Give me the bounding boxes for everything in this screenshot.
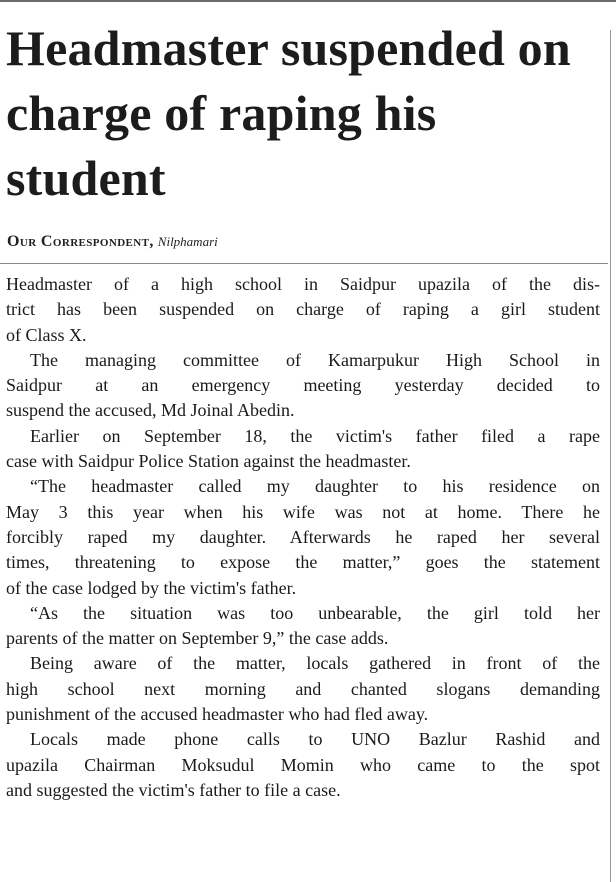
headline: Headmaster suspended on charge of raping his student bbox=[6, 20, 571, 206]
body-line: May 3 this year when his wife was not at home. There he bbox=[6, 501, 600, 522]
body-line: Earlier on September 18, the victim's father filed a rape bbox=[30, 425, 600, 446]
article-body bbox=[6, 272, 600, 803]
body-line: Locals made phone calls to UNO Bazlur Rashid and bbox=[30, 729, 600, 750]
body-line: “As the situation was too unbearable, the girl told her bbox=[30, 602, 600, 623]
body-line: parents of the matter on September 9,” the case adds. bbox=[6, 628, 389, 649]
body-line: of Class X. bbox=[6, 324, 87, 345]
body-line: Headmaster of a high school in Saidpur upazila of the dis- bbox=[6, 274, 600, 294]
body-line: forcibly raped my daughter. Afterwards he raped her several bbox=[6, 526, 600, 547]
body-line: punishment of the accused headmaster who had fled away. bbox=[6, 704, 429, 725]
body-line: “The headmaster called my daughter to his residence on bbox=[30, 476, 600, 497]
body-line: suspend the accused, Md Joinal Abedin. bbox=[6, 400, 295, 421]
body-line: upazila Chairman Moksudul Momin who came to the spot bbox=[6, 754, 600, 775]
byline bbox=[7, 232, 218, 252]
body-line: Saidpur at an emergency meeting yesterday decided to bbox=[6, 375, 600, 396]
body-line: Being aware of the matter, locals gathered in front of the bbox=[30, 653, 600, 674]
byline-author: Our Correspondent, bbox=[7, 233, 154, 250]
body-line: and suggested the victim's father to file a case. bbox=[6, 779, 341, 800]
body-line: case with Saidpur Police Station against the headmaster. bbox=[6, 451, 411, 472]
byline-location: Nilphamari bbox=[157, 234, 218, 249]
body-line: of the case lodged by the victim's father. bbox=[6, 577, 297, 598]
column-rule bbox=[610, 30, 611, 882]
body-line: times, threatening to expose the matter,” goes the statement bbox=[6, 552, 600, 573]
body-line: The managing committee of Kamarpukur High School in bbox=[30, 349, 600, 370]
byline-divider bbox=[0, 263, 608, 264]
body-line: high school next morning and chanted slogans demanding bbox=[6, 678, 600, 699]
body-line: trict has been suspended on charge of raping a girl student bbox=[6, 299, 600, 320]
top-rule bbox=[0, 0, 616, 2]
